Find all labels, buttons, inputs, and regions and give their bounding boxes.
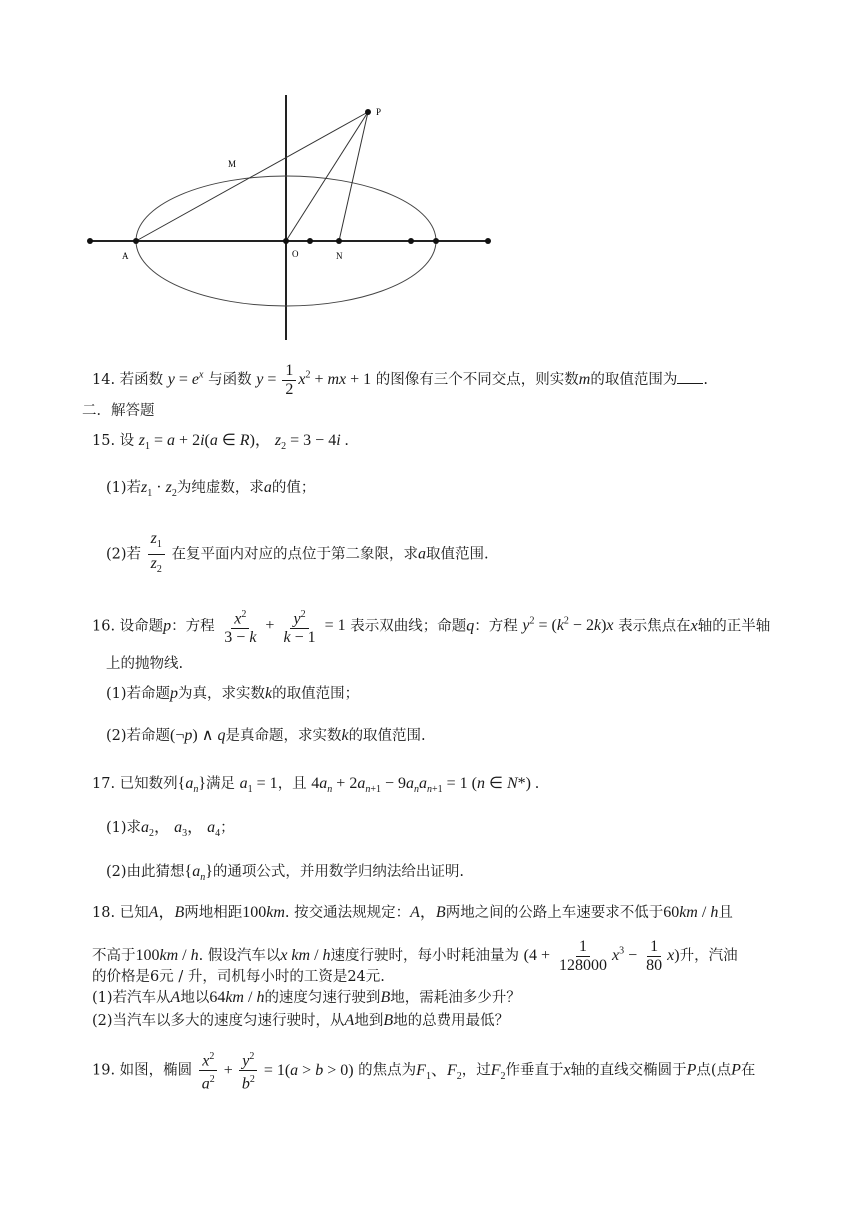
point-left-end xyxy=(87,238,93,244)
segment-ap xyxy=(136,112,368,241)
problem-16-line-2: 上的抛物线. xyxy=(106,656,184,672)
point-o xyxy=(283,238,289,244)
problem-17-part-2: (2)由此猜想$\{a_n\}$的通项公式，并用数学归纳法给出证明. xyxy=(106,863,465,884)
point-right-end xyxy=(485,238,491,244)
problem-16: 16. 设命题p：方程 $\frac{x^2}{3 - k}$ + $\frac{y^2}{k - 1}$ = 1 表示双曲线；命题q：方程 $y^2 = (k^2 - 2k)x$ 表示焦点在x轴的正半轴 xyxy=(92,606,770,647)
problem-18-line-2: 不高于100km / h. 假设汽车以x km / h速度行驶时，每小时耗油量为 (4 + $\frac{1}{128000}$ $x^3$ − $\frac{1}{80}$ x)升，汽油 xyxy=(92,938,738,974)
problem-16-part-2: (2)若命题(¬p) ∧ q是真命题，求实数k的取值范围. xyxy=(106,727,426,744)
problem-18-line-1: 18. 已知A，B两地相距100km. 按交通法规规定：A，B两地之间的公路上车速要求不低于60km / h且 xyxy=(92,904,733,921)
ellipse-figure xyxy=(70,85,510,355)
point-right-vertex xyxy=(433,238,439,244)
label-o: O xyxy=(292,249,299,259)
problem-14: 14. 若函数 $y = e^x$ 与函数 y = $\frac{1}{2}$ $x^2$ + mx + 1 的图像有三个不同交点，则实数m的取值范围为 . xyxy=(92,362,708,398)
problem-15: 15. 设 $z_1 = a + 2i(a$ ∈ R)， $z_2 = 3 - 4i$ . xyxy=(92,432,349,453)
point-right-focus xyxy=(408,238,414,244)
point-f xyxy=(307,238,313,244)
point-a xyxy=(133,238,139,244)
problem-18-part-1: (1)若汽车从A地以64km / h的速度匀速行驶到B地，需耗油多少升？ xyxy=(92,989,521,1006)
section-heading: 二．解答题 xyxy=(82,403,155,419)
point-p xyxy=(365,109,371,115)
problem-16-part-1: (1)若命题p为真，求实数k的取值范围； xyxy=(106,685,360,702)
problem-15-part-2: (2)若 $\frac{z_1}{z_2}$ 在复平面内对应的点位于第二象限，求a取值范围. xyxy=(106,530,489,576)
problem-15-part-1: (1)若$z_1 \cdot z_2$为纯虚数，求a的值； xyxy=(106,479,316,500)
problem-18-part-2: (2)当汽车以多大的速度匀速行驶时，从A地到B地的总费用最低？ xyxy=(92,1012,510,1029)
point-n xyxy=(336,238,342,244)
answer-blank xyxy=(677,369,703,384)
problem-19: 19. 如图，椭圆 $\frac{x^2}{a^2}$ + $\frac{y^2}{b^2}$ = 1(a > b > 0) 的焦点为$F_1$、$F_2$，过$F_2$作垂直于x轴的直线交椭圆于P点(点P在 xyxy=(92,1048,755,1094)
label-m: M xyxy=(228,159,237,169)
problem-17: 17. 已知数列$\{a_n\}$满足 $a_1 = 1$，且 $4a_n + 2a_{n+1} - 9a_na_{n+1} = 1$ (n ∈ N*) . xyxy=(92,775,539,796)
segment-np xyxy=(339,112,368,241)
problem-17-part-1: (1)求$a_2$， $a_3$， $a_4$； xyxy=(106,819,235,840)
label-p: P xyxy=(376,107,382,117)
label-n: N xyxy=(336,251,343,261)
problem-18-line-3: 的价格是6元 / 升，司机每小时的工资是24元. xyxy=(92,969,385,985)
label-a: A xyxy=(122,251,129,261)
